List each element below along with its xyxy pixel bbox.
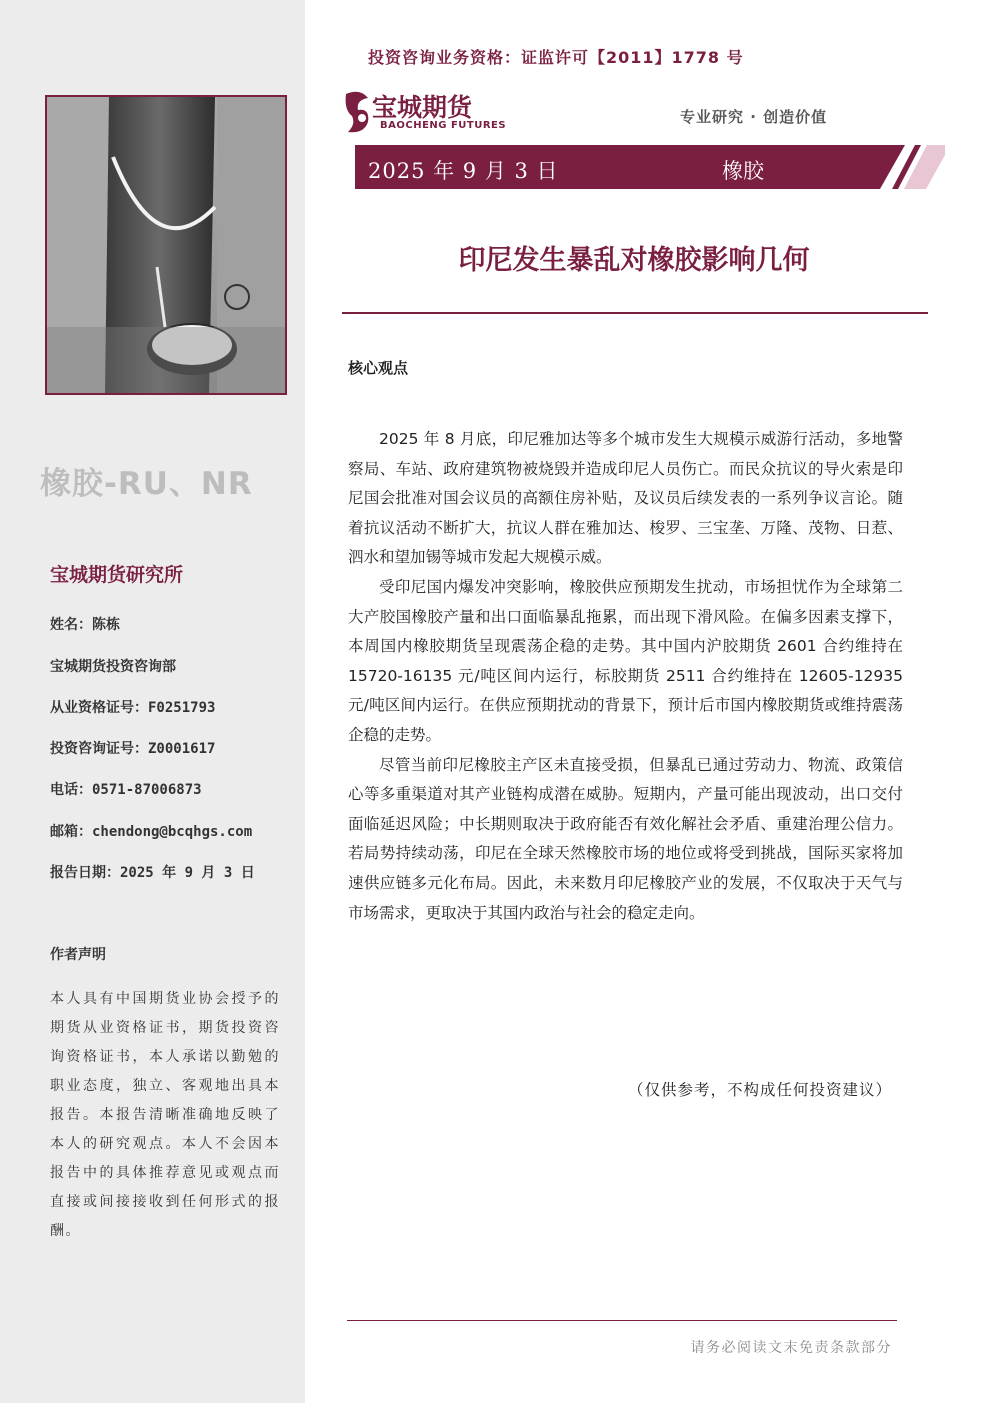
report-date-banner: 2025 年 9 月 3 日 (368, 159, 559, 183)
paragraph: 受印尼国内爆发冲突影响，橡胶供应预期发生扰动，市场担忧作为全球第二大产胶国橡胶产量和出口面临暴乱拖累，而出现下滑风险。在偏多因素支撑下，本周国内橡胶期货呈现震荡企稳的走势。其中国内沪胶期货 2601 合约维持在 15720-16135 元/吨区间内运行，标胶期货 2511 合约维持在 12605-12935 元/吨区间内运行。在供应预期扰动的背景下，预计后市国内橡胶期货或维持震荡企稳的走势。 (348, 577, 903, 744)
logo-text-cn: 宝城期货 (372, 93, 473, 122)
logo-text-en: BAOCHENG FUTURES (380, 120, 507, 131)
category-label: 橡胶 (722, 159, 764, 183)
rubber-tree-photo (45, 95, 287, 395)
disclaimer: （仅供参考，不构成任何投资建议） (627, 1081, 892, 1099)
report-date: 报告日期：2025 年 9 月 3 日 (50, 865, 255, 881)
consult-number: 投资咨询证号：Z0001617 (50, 741, 216, 757)
email[interactable]: 邮箱：chendong@bcqhgs.com (50, 824, 253, 840)
report-body (348, 425, 903, 928)
report-title: 印尼发生暴乱对橡胶影响几何 (458, 245, 810, 276)
author-statement-text: 本人具有中国期货业协会授予的期货从业资格证书，期货投资咨询资格证书，本人承诺以勤勉的职业态度，独立、客观地出具本报告。本报告清晰准确地反映了本人的研究观点。本人不会因本报告中的具体推荐意见或观点而直接或间接接收到任何形式的报酬。 (50, 991, 280, 1239)
license-number: 从业资格证号：F0251793 (50, 700, 216, 716)
analyst-name: 姓名：陈栋 (50, 617, 120, 633)
rubber-tapping-image (47, 97, 285, 393)
paragraph: 尽管当前印尼橡胶主产区未直接受损，但暴乱已通过劳动力、物流、政策信心等多重渠道对其产业链构成潜在威胁。短期内，产量可能出现波动，出口交付面临延迟风险；中长期则取决于政府能否有效化解社会矛盾、重建治理公信力。若局势持续动荡，印尼在全球天然橡胶市场的地位或将受到挑战，国际买家将加速供应链多元化布局。因此，未来数月印尼橡胶产业的发展，不仅取决于天气与市场需求，更取决于其国内政治与社会的稳定走向。 (348, 755, 903, 922)
slogan: 专业研究 · 创造价值 (680, 108, 828, 126)
core-view-heading: 核心观点 (348, 359, 409, 377)
title-divider (342, 312, 928, 314)
phone: 电话：0571-87006873 (50, 782, 202, 798)
sidebar (0, 0, 305, 1403)
paragraph: 2025 年 8 月底，印尼雅加达等多个城市发生大规模示威游行活动，多地警察局、车站、政府建筑物被烧毁并造成印尼人员伤亡。而民众抗议的导火索是印尼国会批准对国会议员的高额住房补贴，及议员后续发表的一系列争议言论。随着抗议活动不断扩大，抗议人群在雅加达、梭罗、三宝垄、万隆、茂物、日惹、泗水和望加锡等城市发起大规模示威。 (348, 430, 903, 567)
department: 宝城期货投资咨询部 (50, 659, 176, 675)
author-statement-title: 作者声明 (50, 947, 106, 963)
product-code: 橡胶-RU、NR (40, 466, 253, 502)
footer-divider (347, 1320, 897, 1321)
qualification-line: 投资咨询业务资格：证监许可【2011】1778 号 (368, 48, 744, 67)
footer-note: 请务必阅读文末免责条款部分 (690, 1340, 892, 1356)
institute-name: 宝城期货研究所 (50, 564, 184, 586)
